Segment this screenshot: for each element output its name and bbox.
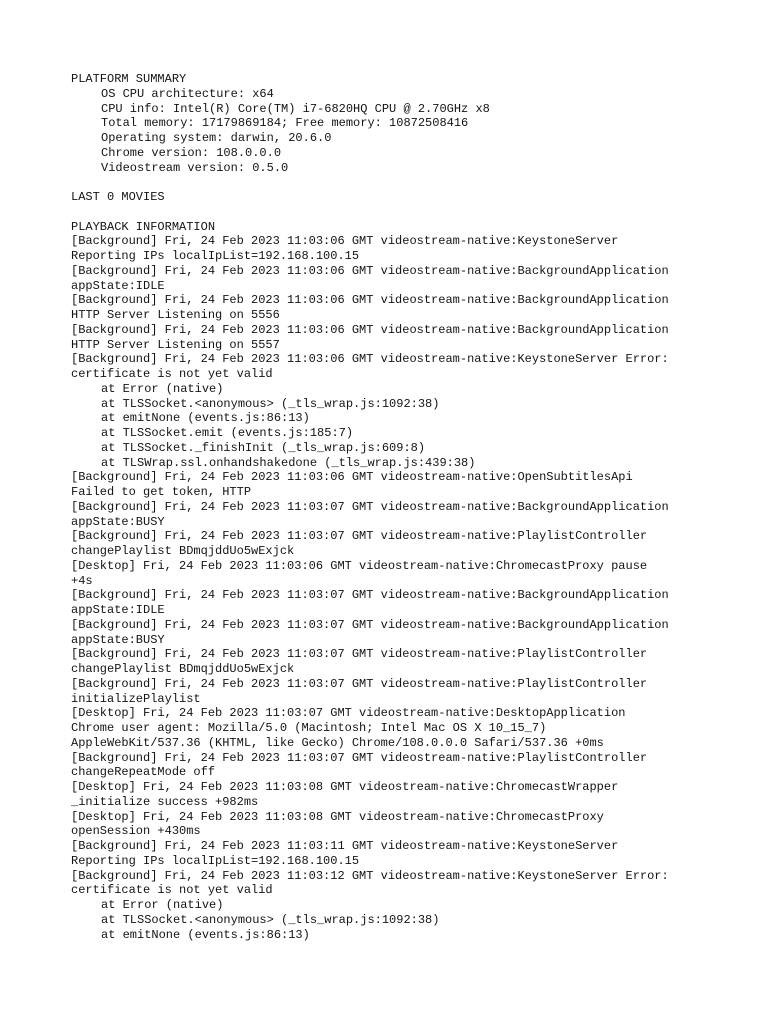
- log-line: openSession +430ms: [71, 824, 201, 839]
- stack-trace-line: at TLSSocket.<anonymous> (_tls_wrap.js:1092:38): [101, 396, 440, 411]
- log-line: Reporting IPs localIpList=192.168.100.15: [71, 853, 360, 868]
- stack-trace-line: at TLSSocket.<anonymous> (_tls_wrap.js:1092:38): [101, 912, 440, 927]
- log-line: [Background] Fri, 24 Feb 2023 11:03:07 GMT videostream-native:PlaylistController: [71, 647, 648, 662]
- log-line: [Background] Fri, 24 Feb 2023 11:03:06 GMT videostream-native:BackgroundApplication: [71, 322, 669, 337]
- log-line: certificate is not yet valid: [71, 883, 273, 898]
- log-line: Failed to get token, HTTP: [71, 485, 252, 499]
- section-spacer: [71, 205, 731, 220]
- log-line: [Background] Fri, 24 Feb 2023 11:03:07 GMT videostream-native:BackgroundApplication: [71, 617, 669, 632]
- log-line: appState:IDLE: [71, 603, 165, 617]
- log-line: _initialize success +982ms: [71, 794, 259, 809]
- playback-information-section: [71, 220, 731, 943]
- log-line: [Desktop] Fri, 24 Feb 2023 11:03:08 GMT videostream-native:ChromecastWrapper: [71, 780, 619, 794]
- log-line: appState:IDLE: [71, 278, 165, 293]
- playback-log-lines: [71, 234, 731, 942]
- log-line: [Desktop] Fri, 24 Feb 2023 11:03:07 GMT videostream-native:DesktopApplication: [71, 706, 626, 721]
- platform-summary-heading: PLATFORM SUMMARY: [71, 72, 187, 86]
- log-line: Reporting IPs localIpList=192.168.100.15: [71, 249, 360, 263]
- stack-trace-line: at TLSSocket._finishInit (_tls_wrap.js:609:8): [101, 440, 426, 455]
- log-line: [Background] Fri, 24 Feb 2023 11:03:06 GMT videostream-native:BackgroundApplication: [71, 293, 669, 308]
- log-line: changeRepeatMode off: [71, 765, 216, 780]
- log-line: [Background] Fri, 24 Feb 2023 11:03:06 GMT videostream-native:KeystoneServer: [71, 234, 619, 249]
- stack-trace-line: at emitNone (events.js:86:13): [101, 411, 310, 426]
- playback-information-heading: PLAYBACK INFORMATION: [71, 219, 216, 234]
- stack-trace-line: at TLSSocket.emit (events.js:185:7): [101, 426, 354, 440]
- last-movies-heading: LAST 0 MOVIES: [71, 190, 165, 204]
- stack-trace-line: at TLSWrap.ssl.onhandshakedone (_tls_wrap.js:439:38): [101, 455, 476, 470]
- log-line: [Background] Fri, 24 Feb 2023 11:03:07 GMT videostream-native:PlaylistController: [71, 676, 648, 691]
- log-line: [Background] Fri, 24 Feb 2023 11:03:06 GMT videostream-native:KeystoneServer Error:: [71, 352, 669, 367]
- log-line: appState:BUSY: [71, 514, 165, 529]
- operating-system-line: Operating system: darwin, 20.6.0: [101, 131, 332, 145]
- log-line: [Background] Fri, 24 Feb 2023 11:03:12 GMT videostream-native:KeystoneServer Error:: [71, 868, 669, 883]
- log-line: [Background] Fri, 24 Feb 2023 11:03:07 GMT videostream-native:BackgroundApplication: [71, 499, 669, 514]
- log-line: [Background] Fri, 24 Feb 2023 11:03:07 GMT videostream-native:PlaylistController: [71, 529, 648, 544]
- log-line: changePlaylist BDmqjddUo5wExjck: [71, 662, 295, 676]
- stack-trace-line: at emitNone (events.js:86:13): [101, 927, 310, 942]
- log-line: HTTP Server Listening on 5557: [71, 337, 280, 352]
- stack-trace-line: at Error (native): [101, 898, 224, 912]
- section-spacer: [71, 175, 731, 190]
- log-line: [Background] Fri, 24 Feb 2023 11:03:06 GMT videostream-native:OpenSubtitlesApi: [71, 470, 633, 485]
- log-line: certificate is not yet valid: [71, 367, 273, 381]
- cpu-info-line: CPU info: Intel(R) Core(TM) i7-6820HQ CPU @ 2.70GHz x8: [101, 101, 490, 116]
- log-line: [Background] Fri, 24 Feb 2023 11:03:07 GMT videostream-native:PlaylistController: [71, 750, 648, 765]
- stack-trace-line: at Error (native): [101, 381, 224, 396]
- log-line: initializePlaylist: [71, 691, 201, 706]
- log-line: AppleWebKit/537.36 (KHTML, like Gecko) Chrome/108.0.0.0 Safari/537.36 +0ms: [71, 735, 604, 750]
- log-line: [Background] Fri, 24 Feb 2023 11:03:11 GMT videostream-native:KeystoneServer: [71, 839, 619, 853]
- last-movies-section: [71, 190, 731, 205]
- log-line: HTTP Server Listening on 5556: [71, 308, 280, 322]
- log-line: [Background] Fri, 24 Feb 2023 11:03:06 GMT videostream-native:BackgroundApplication: [71, 263, 669, 278]
- chrome-version-line: Chrome version: 108.0.0.0: [101, 145, 282, 160]
- log-document: [71, 72, 731, 942]
- platform-summary-section: [71, 72, 731, 175]
- log-line: [Desktop] Fri, 24 Feb 2023 11:03:06 GMT videostream-native:ChromecastProxy pause: [71, 558, 648, 573]
- videostream-version-line: Videostream version: 0.5.0: [101, 160, 289, 175]
- log-line: Chrome user agent: Mozilla/5.0 (Macintosh; Intel Mac OS X 10_15_7): [71, 721, 547, 735]
- log-line: appState:BUSY: [71, 632, 165, 647]
- os-cpu-architecture-line: OS CPU architecture: x64: [101, 86, 274, 101]
- log-line: +4s: [71, 573, 93, 588]
- log-line: [Background] Fri, 24 Feb 2023 11:03:07 GMT videostream-native:BackgroundApplication: [71, 588, 669, 603]
- memory-line: Total memory: 17179869184; Free memory: 10872508416: [101, 116, 469, 131]
- log-line: [Desktop] Fri, 24 Feb 2023 11:03:08 GMT videostream-native:ChromecastProxy: [71, 809, 604, 824]
- log-line: changePlaylist BDmqjddUo5wExjck: [71, 544, 295, 558]
